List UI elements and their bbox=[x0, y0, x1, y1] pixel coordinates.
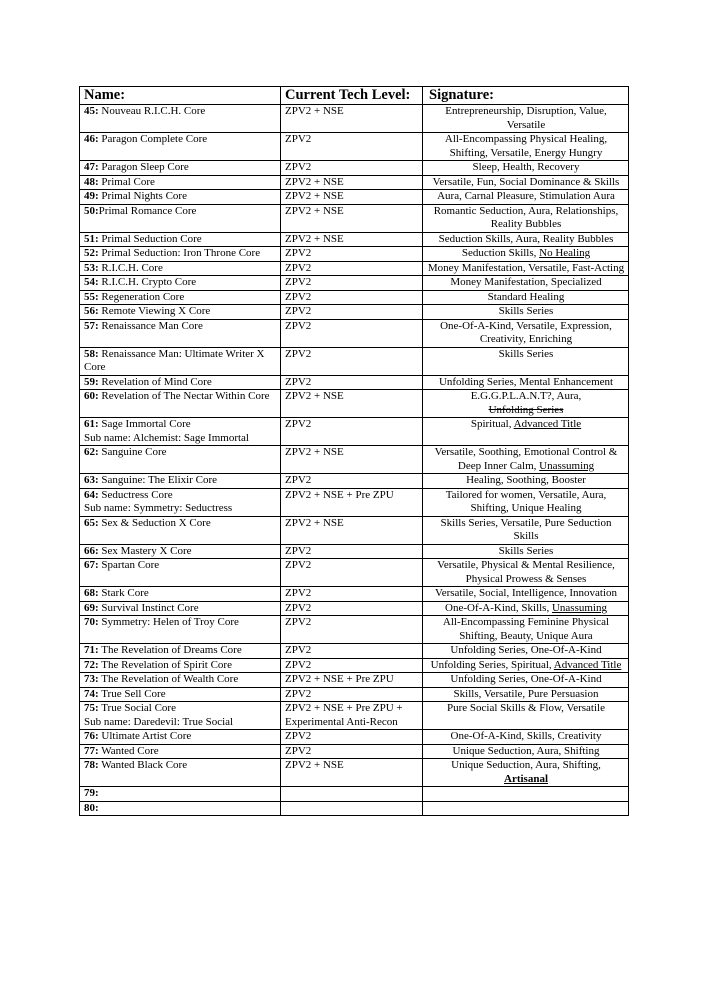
signature-underlined: Advanced Title bbox=[513, 418, 582, 430]
table-row bbox=[80, 261, 629, 276]
table-row bbox=[80, 516, 629, 544]
row-number: 64: bbox=[84, 488, 99, 501]
cell-tech-level bbox=[281, 446, 423, 474]
cell-name bbox=[80, 290, 281, 305]
core-name: Primal Seduction: Iron Throne Core bbox=[98, 247, 261, 259]
cell-tech-level bbox=[281, 247, 423, 262]
cell-tech-level bbox=[281, 105, 423, 133]
tech-level: ZPV2 bbox=[285, 658, 312, 671]
cell-tech-level bbox=[281, 744, 423, 759]
header-name: Name: bbox=[80, 87, 281, 105]
header-tech-level: Current Tech Level: bbox=[281, 87, 423, 105]
cell-signature bbox=[423, 616, 629, 644]
core-name: Primal Nights Core bbox=[98, 190, 187, 202]
cell-signature bbox=[423, 305, 629, 320]
row-number: 76: bbox=[84, 730, 99, 742]
table-row bbox=[80, 390, 629, 418]
signature-text: Skills Series bbox=[498, 347, 554, 360]
cell-signature bbox=[423, 133, 629, 161]
signature-text: Money Manifestation, Versatile, Fast-Acting bbox=[427, 261, 625, 274]
table-row bbox=[80, 488, 629, 516]
cell-signature bbox=[423, 105, 629, 133]
table-row bbox=[80, 161, 629, 176]
cell-name bbox=[80, 347, 281, 375]
core-name: Sex Mastery X Core bbox=[98, 544, 192, 557]
cell-tech-level bbox=[281, 801, 423, 816]
signature-text: Money Manifestation, Specialized bbox=[450, 276, 602, 288]
core-name: Revelation of The Nectar Within Core bbox=[98, 390, 270, 402]
cell-signature bbox=[423, 759, 629, 787]
cell-tech-level bbox=[281, 730, 423, 745]
signature-text: Versatile, Physical & Mental Resilience, Physical Prowess & Senses bbox=[437, 559, 615, 585]
signature-text: Unfolding Series, One-Of-A-Kind bbox=[450, 644, 602, 656]
tech-level: ZPV2 + NSE + Pre ZPU bbox=[285, 673, 394, 685]
cell-signature bbox=[423, 488, 629, 516]
cell-name bbox=[80, 687, 281, 702]
table-row bbox=[80, 730, 629, 745]
core-name: Symmetry: Helen of Troy Core bbox=[98, 616, 239, 628]
signature-text: Spiritual, bbox=[470, 418, 514, 430]
core-name: Survival Instinct Core bbox=[98, 601, 199, 614]
core-name: Primal Core bbox=[98, 175, 155, 188]
cell-tech-level bbox=[281, 319, 423, 347]
row-number: 62: bbox=[84, 446, 99, 458]
cell-tech-level bbox=[281, 474, 423, 489]
sub-name: Sub name: Symmetry: Seductress bbox=[84, 502, 233, 514]
cell-tech-level bbox=[281, 559, 423, 587]
cell-name bbox=[80, 644, 281, 659]
row-number: 79: bbox=[84, 787, 99, 799]
table-row bbox=[80, 232, 629, 247]
signature-text: Tailored for women, Versatile, Aura, Shifting, Unique Healing bbox=[445, 488, 607, 514]
row-number: 60: bbox=[84, 390, 99, 402]
signature-text: Skills Series, Versatile, Pure Seduction Skills bbox=[440, 516, 612, 542]
cell-tech-level bbox=[281, 232, 423, 247]
table-row bbox=[80, 759, 629, 787]
cell-signature bbox=[423, 544, 629, 559]
cell-signature bbox=[423, 247, 629, 262]
tech-level: ZPV2 + NSE bbox=[285, 204, 344, 217]
signature-text: Unfolding Series, Spiritual, bbox=[430, 658, 554, 671]
signature-text: Unfolding Series, One-Of-A-Kind bbox=[450, 673, 602, 685]
signature-underlined: Unassuming bbox=[539, 459, 595, 472]
tech-level: ZPV2 bbox=[285, 730, 312, 742]
tech-level: ZPV2 + NSE bbox=[285, 446, 344, 458]
core-name: Renaissance Man Core bbox=[98, 319, 203, 332]
cell-tech-level bbox=[281, 375, 423, 390]
core-name: Stark Core bbox=[98, 587, 149, 599]
signature-text: Healing, Soothing, Booster bbox=[466, 474, 586, 486]
table-row bbox=[80, 319, 629, 347]
tech-level: ZPV2 bbox=[285, 247, 312, 259]
cell-tech-level bbox=[281, 161, 423, 176]
tech-level: ZPV2 + NSE bbox=[285, 390, 344, 402]
row-number: 71: bbox=[84, 644, 99, 656]
signature-text: Versatile, Social, Intelligence, Innovation bbox=[434, 587, 618, 599]
signature-text: Aura, Carnal Pleasure, Stimulation Aura bbox=[437, 190, 615, 202]
table-row bbox=[80, 744, 629, 759]
signature-text: E.G.G.P.L.A.N.T?, Aura, bbox=[470, 390, 582, 402]
row-number: 73: bbox=[84, 673, 99, 685]
table-row bbox=[80, 787, 629, 802]
signature-text: One-Of-A-Kind, Skills, bbox=[445, 601, 552, 614]
core-name: Ultimate Artist Core bbox=[98, 730, 192, 742]
table-row bbox=[80, 559, 629, 587]
core-name: R.I.C.H. Core bbox=[98, 261, 163, 274]
cell-signature bbox=[423, 673, 629, 688]
signature-text: Standard Healing bbox=[487, 290, 565, 303]
core-name: Nouveau R.I.C.H. Core bbox=[98, 105, 206, 117]
cell-tech-level bbox=[281, 276, 423, 291]
cell-signature bbox=[423, 702, 629, 730]
signature-strikethrough: Unfolding Series bbox=[488, 403, 564, 416]
row-number: 69: bbox=[84, 601, 99, 614]
table-row bbox=[80, 446, 629, 474]
core-name: Primal Romance Core bbox=[98, 204, 197, 217]
signature-underlined: No Healing bbox=[539, 247, 591, 259]
cell-signature bbox=[423, 290, 629, 305]
row-number: 59: bbox=[84, 375, 99, 388]
cell-signature bbox=[423, 446, 629, 474]
table-row bbox=[80, 375, 629, 390]
cell-tech-level bbox=[281, 488, 423, 516]
cell-name bbox=[80, 375, 281, 390]
row-number: 70: bbox=[84, 616, 99, 628]
core-name: Regeneration Core bbox=[98, 290, 185, 303]
tech-level: ZPV2 bbox=[285, 161, 312, 173]
tech-level: ZPV2 + NSE bbox=[285, 232, 344, 245]
cell-name bbox=[80, 105, 281, 133]
signature-text: Romantic Seduction, Aura, Relationships, Reality Bubbles bbox=[433, 204, 619, 230]
row-number: 72: bbox=[84, 658, 99, 671]
cell-signature bbox=[423, 375, 629, 390]
cell-tech-level bbox=[281, 133, 423, 161]
cell-name bbox=[80, 418, 281, 446]
tech-level: ZPV2 bbox=[285, 559, 312, 571]
table-row bbox=[80, 801, 629, 816]
core-name: Sex & Seduction X Core bbox=[98, 516, 211, 529]
cell-name bbox=[80, 673, 281, 688]
core-name: Wanted Black Core bbox=[98, 759, 188, 771]
core-name: Sanguine Core bbox=[98, 446, 167, 458]
tech-level: ZPV2 + NSE bbox=[285, 190, 344, 202]
cell-signature bbox=[423, 730, 629, 745]
table-row bbox=[80, 474, 629, 489]
signature-text: Seduction Skills, Aura, Reality Bubbles bbox=[438, 232, 614, 245]
core-name: True Sell Core bbox=[98, 687, 166, 700]
cell-signature bbox=[423, 658, 629, 673]
signature-text: Unique Seduction, Aura, Shifting, bbox=[451, 759, 601, 771]
cell-name bbox=[80, 276, 281, 291]
cell-name bbox=[80, 133, 281, 161]
row-number: 53: bbox=[84, 261, 99, 274]
signature-bold-underlined: Artisanal bbox=[504, 772, 548, 785]
row-number: 58: bbox=[84, 347, 99, 360]
cell-signature bbox=[423, 418, 629, 446]
cell-tech-level bbox=[281, 544, 423, 559]
tech-level: ZPV2 bbox=[285, 744, 312, 757]
sub-name: Sub name: Daredevil: True Social bbox=[84, 715, 234, 728]
cell-name bbox=[80, 730, 281, 745]
tech-level: ZPV2 bbox=[285, 601, 312, 614]
cell-signature bbox=[423, 559, 629, 587]
table-row bbox=[80, 544, 629, 559]
cell-name bbox=[80, 616, 281, 644]
core-name: True Social Core bbox=[98, 702, 176, 714]
tech-level: ZPV2 + NSE + Pre ZPU + Experimental Anti-Recon bbox=[285, 702, 403, 728]
cell-tech-level bbox=[281, 418, 423, 446]
cell-tech-level bbox=[281, 175, 423, 190]
cell-name bbox=[80, 516, 281, 544]
row-number: 80: bbox=[84, 801, 99, 814]
cell-tech-level bbox=[281, 702, 423, 730]
cell-name bbox=[80, 474, 281, 489]
tech-level: ZPV2 bbox=[285, 418, 312, 430]
cell-signature bbox=[423, 175, 629, 190]
table-row bbox=[80, 175, 629, 190]
tech-level: ZPV2 bbox=[285, 305, 312, 317]
signature-text: One-Of-A-Kind, Skills, Creativity bbox=[450, 730, 602, 742]
table-row bbox=[80, 105, 629, 133]
header-signature: Signature: bbox=[423, 87, 629, 105]
cell-name bbox=[80, 190, 281, 205]
core-name: Paragon Complete Core bbox=[98, 133, 208, 145]
tech-level: ZPV2 bbox=[285, 616, 312, 628]
cell-name bbox=[80, 658, 281, 673]
cell-name bbox=[80, 175, 281, 190]
tech-level: ZPV2 bbox=[285, 290, 312, 303]
row-number: 47: bbox=[84, 161, 99, 173]
core-name: Wanted Core bbox=[98, 744, 159, 757]
cell-signature bbox=[423, 744, 629, 759]
row-number: 56: bbox=[84, 305, 99, 317]
cell-name bbox=[80, 488, 281, 516]
cell-tech-level bbox=[281, 601, 423, 616]
cell-name bbox=[80, 587, 281, 602]
tech-level: ZPV2 bbox=[285, 544, 312, 557]
cell-name bbox=[80, 305, 281, 320]
cell-name bbox=[80, 390, 281, 418]
table-row bbox=[80, 204, 629, 232]
table-row bbox=[80, 347, 629, 375]
row-number: 48: bbox=[84, 175, 99, 188]
cell-signature bbox=[423, 587, 629, 602]
signature-text: Sleep, Health, Recovery bbox=[472, 161, 580, 173]
cell-name bbox=[80, 744, 281, 759]
tech-level: ZPV2 bbox=[285, 319, 312, 332]
cell-signature bbox=[423, 261, 629, 276]
cell-name bbox=[80, 247, 281, 262]
core-name: R.I.C.H. Crypto Core bbox=[98, 276, 197, 288]
tech-level: ZPV2 bbox=[285, 687, 312, 700]
signature-text: All-Encompassing Feminine Physical Shifting, Beauty, Unique Aura bbox=[442, 616, 610, 642]
cell-name bbox=[80, 319, 281, 347]
row-number: 78: bbox=[84, 759, 99, 771]
row-number: 55: bbox=[84, 290, 99, 303]
table-row bbox=[80, 702, 629, 730]
cell-tech-level bbox=[281, 687, 423, 702]
cell-signature bbox=[423, 161, 629, 176]
cell-tech-level bbox=[281, 190, 423, 205]
cell-name bbox=[80, 161, 281, 176]
cell-tech-level bbox=[281, 673, 423, 688]
signature-text: Unfolding Series, Mental Enhancement bbox=[438, 375, 614, 388]
cell-signature bbox=[423, 474, 629, 489]
core-name: Spartan Core bbox=[98, 559, 160, 571]
cell-signature bbox=[423, 347, 629, 375]
table-row bbox=[80, 247, 629, 262]
cell-name bbox=[80, 702, 281, 730]
cell-name bbox=[80, 544, 281, 559]
cell-name bbox=[80, 801, 281, 816]
cell-tech-level bbox=[281, 261, 423, 276]
cell-tech-level bbox=[281, 204, 423, 232]
table-row bbox=[80, 673, 629, 688]
row-number: 65: bbox=[84, 516, 99, 529]
cell-name bbox=[80, 261, 281, 276]
tech-level: ZPV2 bbox=[285, 587, 312, 599]
core-name: Remote Viewing X Core bbox=[98, 305, 211, 317]
row-number: 67: bbox=[84, 559, 99, 571]
cell-tech-level bbox=[281, 347, 423, 375]
cell-signature bbox=[423, 276, 629, 291]
signature-text: Skills Series bbox=[498, 544, 554, 557]
table-row bbox=[80, 687, 629, 702]
cell-name bbox=[80, 787, 281, 802]
cell-tech-level bbox=[281, 587, 423, 602]
tech-level: ZPV2 bbox=[285, 347, 312, 360]
cell-signature bbox=[423, 687, 629, 702]
cell-tech-level bbox=[281, 305, 423, 320]
row-number: 61: bbox=[84, 418, 99, 430]
signature-text: Skills, Versatile, Pure Persuasion bbox=[453, 687, 599, 700]
tech-level: ZPV2 bbox=[285, 276, 312, 288]
cell-name bbox=[80, 559, 281, 587]
tech-level: ZPV2 + NSE bbox=[285, 759, 344, 771]
core-name: Revelation of Mind Core bbox=[98, 375, 212, 388]
core-name: The Revelation of Dreams Core bbox=[98, 644, 242, 656]
core-name: Seductress Core bbox=[98, 488, 173, 501]
signature-text: Versatile, Fun, Social Dominance & Skills bbox=[432, 175, 620, 188]
sub-name: Sub name: Alchemist: Sage Immortal bbox=[84, 431, 249, 444]
cell-signature bbox=[423, 390, 629, 418]
table-row bbox=[80, 418, 629, 446]
tech-level: ZPV2 + NSE + Pre ZPU bbox=[285, 488, 394, 501]
row-number: 74: bbox=[84, 687, 99, 700]
row-number: 52: bbox=[84, 247, 99, 259]
cell-signature bbox=[423, 204, 629, 232]
table-row bbox=[80, 616, 629, 644]
cell-signature bbox=[423, 801, 629, 816]
signature-text: Unique Seduction, Aura, Shifting bbox=[452, 744, 600, 757]
core-name: Renaissance Man: Ultimate Writer X Core bbox=[84, 347, 265, 373]
core-name: Primal Seduction Core bbox=[98, 232, 202, 245]
cores-table bbox=[79, 86, 629, 816]
cell-signature bbox=[423, 601, 629, 616]
table-row bbox=[80, 587, 629, 602]
cell-tech-level bbox=[281, 759, 423, 787]
core-name: Sanguine: The Elixir Core bbox=[98, 474, 218, 486]
cell-tech-level bbox=[281, 390, 423, 418]
row-number: 57: bbox=[84, 319, 99, 332]
cell-signature bbox=[423, 319, 629, 347]
signature-text: Entrepreneurship, Disruption, Value, Versatile bbox=[445, 105, 607, 131]
cell-name bbox=[80, 204, 281, 232]
core-name: Paragon Sleep Core bbox=[98, 161, 189, 173]
cell-signature bbox=[423, 190, 629, 205]
cell-signature bbox=[423, 644, 629, 659]
row-number: 50: bbox=[84, 204, 99, 217]
row-number: 63: bbox=[84, 474, 99, 486]
row-number: 45: bbox=[84, 105, 99, 117]
table-body bbox=[80, 105, 629, 816]
cell-name bbox=[80, 446, 281, 474]
table-row bbox=[80, 133, 629, 161]
signature-text: Pure Social Skills & Flow, Versatile bbox=[447, 702, 605, 714]
tech-level: ZPV2 bbox=[285, 644, 312, 656]
signature-text: Seduction Skills, bbox=[461, 247, 540, 259]
signature-text: All-Encompassing Physical Healing, Shifting, Versatile, Energy Hungry bbox=[444, 133, 608, 159]
row-number: 66: bbox=[84, 544, 99, 557]
tech-level: ZPV2 + NSE bbox=[285, 516, 344, 529]
row-number: 49: bbox=[84, 190, 99, 202]
row-number: 54: bbox=[84, 276, 99, 288]
cell-signature bbox=[423, 516, 629, 544]
cell-tech-level bbox=[281, 516, 423, 544]
table-row bbox=[80, 290, 629, 305]
core-name: Sage Immortal Core bbox=[98, 418, 191, 430]
tech-level: ZPV2 bbox=[285, 474, 312, 486]
cell-tech-level bbox=[281, 616, 423, 644]
cell-tech-level bbox=[281, 658, 423, 673]
cell-signature bbox=[423, 787, 629, 802]
cell-tech-level bbox=[281, 644, 423, 659]
tech-level: ZPV2 bbox=[285, 375, 312, 388]
cell-tech-level bbox=[281, 290, 423, 305]
row-number: 68: bbox=[84, 587, 99, 599]
signature-text: Versatile, Soothing, Emotional Control & Deep Inner Calm, bbox=[434, 446, 618, 472]
tech-level: ZPV2 + NSE bbox=[285, 175, 344, 188]
cell-signature bbox=[423, 232, 629, 247]
signature-text: Skills Series bbox=[498, 305, 554, 317]
row-number: 46: bbox=[84, 133, 99, 145]
cell-name bbox=[80, 232, 281, 247]
core-name: The Revelation of Spirit Core bbox=[98, 658, 232, 671]
core-name: The Revelation of Wealth Core bbox=[98, 673, 239, 685]
tech-level: ZPV2 + NSE bbox=[285, 105, 344, 117]
tech-level: ZPV2 bbox=[285, 133, 312, 145]
signature-text: One-Of-A-Kind, Versatile, Expression, Creativity, Enriching bbox=[440, 319, 612, 345]
header-row bbox=[80, 87, 629, 105]
cell-name bbox=[80, 759, 281, 787]
table-row bbox=[80, 658, 629, 673]
signature-underlined: Advanced Title bbox=[553, 658, 622, 671]
table-row bbox=[80, 190, 629, 205]
cell-tech-level bbox=[281, 787, 423, 802]
table-row bbox=[80, 305, 629, 320]
signature-underlined: Unassuming bbox=[551, 601, 607, 614]
tech-level: ZPV2 bbox=[285, 261, 312, 274]
row-number: 77: bbox=[84, 744, 99, 757]
row-number: 75: bbox=[84, 702, 99, 714]
table-row bbox=[80, 601, 629, 616]
table-row bbox=[80, 644, 629, 659]
table-row bbox=[80, 276, 629, 291]
cell-name bbox=[80, 601, 281, 616]
row-number: 51: bbox=[84, 232, 99, 245]
